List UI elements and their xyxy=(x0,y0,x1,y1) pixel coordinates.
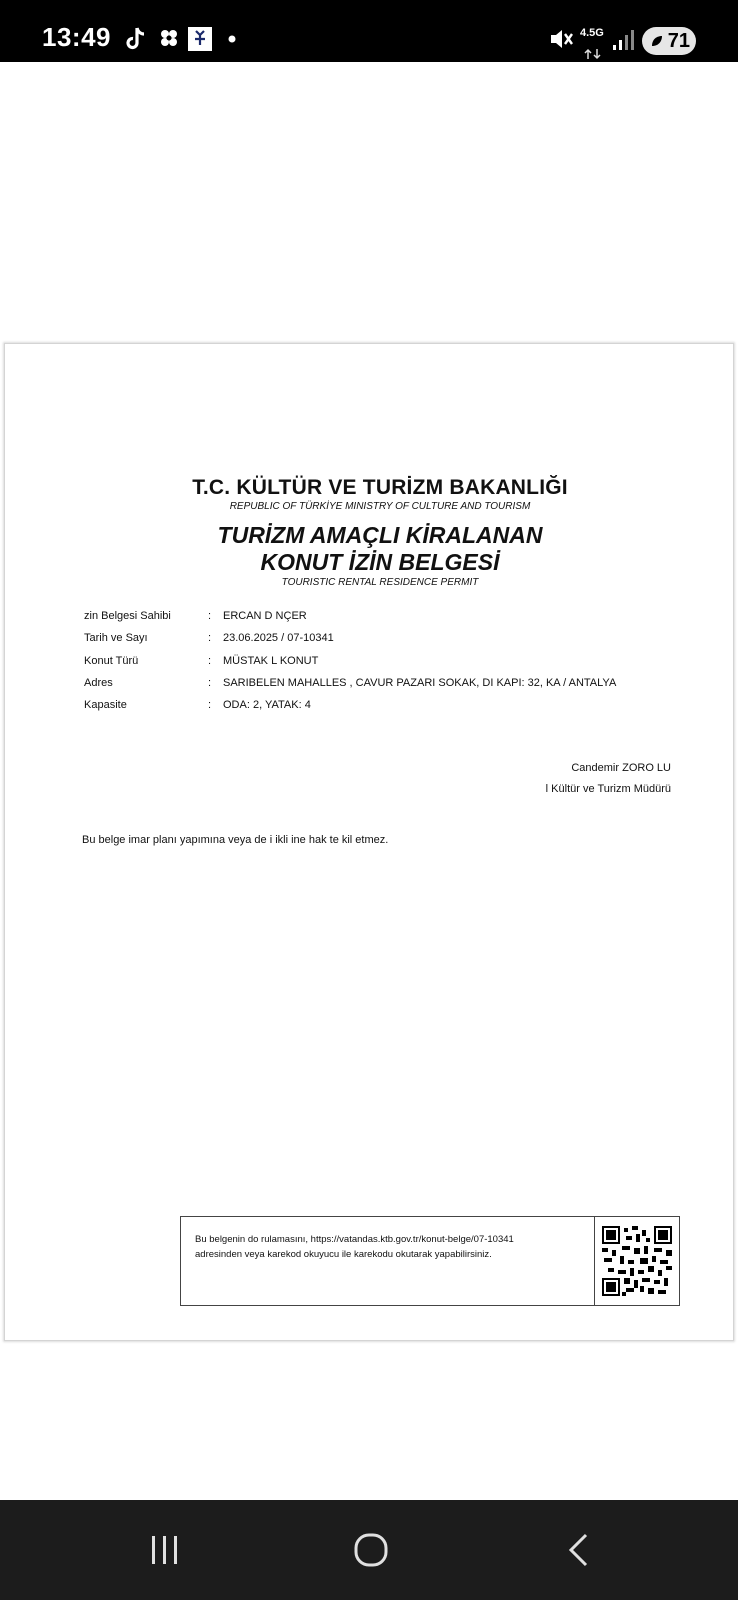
document-page[interactable] xyxy=(4,343,734,1341)
field-label: Adres xyxy=(84,676,113,689)
battery-level: 71 xyxy=(667,30,690,52)
field-colon: : xyxy=(208,632,212,645)
qr-code-icon[interactable] xyxy=(602,1226,672,1296)
home-icon xyxy=(353,1532,389,1568)
navigation-bar xyxy=(0,1500,738,1600)
field-label: Konut Türü xyxy=(84,654,139,667)
signatory-name: Candemir ZORO LU xyxy=(571,762,671,774)
status-bar xyxy=(0,0,738,62)
signal-icon xyxy=(612,25,636,53)
ministry-subtitle: REPUBLIC OF TÜRKİYE MINISTRY OF CULTURE AND TOURISM xyxy=(229,501,531,512)
tiktok-icon xyxy=(124,25,148,53)
back-button[interactable] xyxy=(554,1528,604,1572)
field-colon: : xyxy=(208,699,212,712)
field-value: MÜSTAK L KONUT xyxy=(223,654,319,667)
field-colon: : xyxy=(208,610,212,622)
battery-icon xyxy=(642,27,696,55)
signatory-title: l Kültür ve Turizm Müdürü xyxy=(545,783,671,795)
document-viewer[interactable] xyxy=(0,62,738,1500)
field-label: Kapasite xyxy=(84,699,127,712)
mute-icon xyxy=(548,25,574,53)
permit-subtitle: TOURISTIC RENTAL RESIDENCE PERMIT xyxy=(281,577,479,588)
back-icon xyxy=(566,1532,592,1568)
legal-notice: Bu belge imar planı yapımına veya de i ikli ine hak te kil etmez. xyxy=(82,834,389,846)
field-value: 23.06.2025 / 07-10341 xyxy=(223,632,334,645)
recent-apps-icon xyxy=(148,1534,182,1566)
verification-text xyxy=(195,1232,575,1262)
verification-divider xyxy=(594,1217,595,1305)
home-button[interactable] xyxy=(346,1528,396,1572)
field-colon: : xyxy=(208,654,212,667)
recent-apps-button[interactable] xyxy=(140,1528,190,1572)
verification-line-1: Bu belgenin do rulamasını, https://vatandas.ktb.gov.tr/konut-belge/07-10341 xyxy=(195,1234,514,1245)
field-value: SARIBELEN MAHALLES , CAVUR PAZARI SOKAK, DI KAPI: 32, KA / ANTALYA xyxy=(223,676,617,689)
leaf-icon xyxy=(650,34,664,48)
permit-title-line2: KONUT İZİN BELGESİ xyxy=(260,549,500,575)
field-label: zin Belgesi Sahibi xyxy=(84,610,171,622)
verification-box xyxy=(180,1216,680,1306)
status-time: 13:49 xyxy=(42,22,111,52)
flower-icon xyxy=(158,25,180,53)
permit-title-line1: TURİZM AMAÇLI KİRALANAN xyxy=(217,522,543,548)
ministry-title: T.C. KÜLTÜR VE TURİZM BAKANLIĞI xyxy=(192,476,568,499)
signature-block xyxy=(546,758,671,800)
field-value: ERCAN D NÇER xyxy=(223,610,307,622)
field-colon: : xyxy=(208,676,212,689)
verification-line-2: adresinden veya karekod okuyucu ile karekodu okutarak yapabilirsiniz. xyxy=(195,1249,492,1260)
app-icon xyxy=(187,25,213,53)
network-type: 4.5G xyxy=(580,27,604,39)
field-value: ODA: 2, YATAK: 4 xyxy=(223,699,311,712)
field-label: Tarih ve Sayı xyxy=(84,632,148,645)
dot-icon xyxy=(227,25,237,53)
permit-title xyxy=(15,522,738,576)
